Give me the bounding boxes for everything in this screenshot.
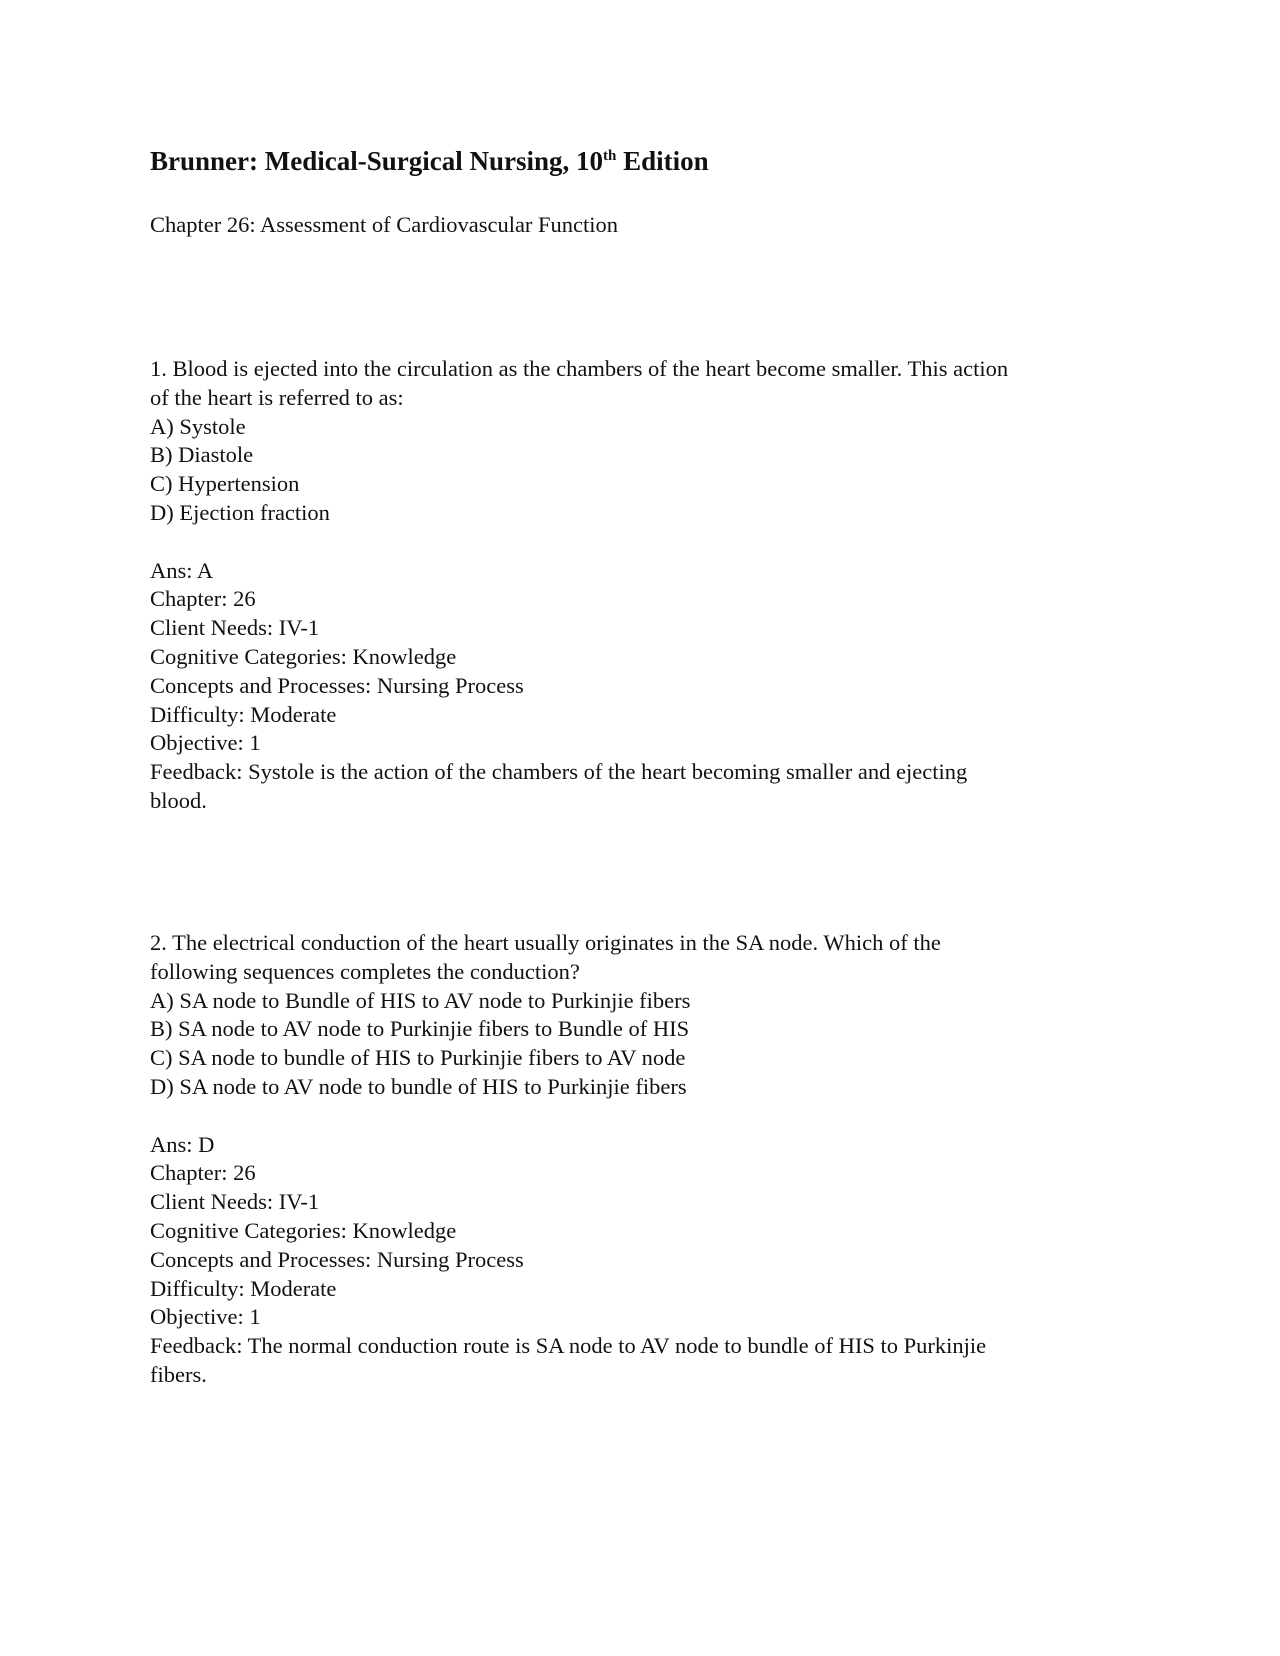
question-stem-line: 1. Blood is ejected into the circulation as the chambers of the heart become smaller. This action (150, 356, 1009, 381)
question-stem-line: 2. The electrical conduction of the heart usually originates in the SA node. Which of the (150, 930, 941, 955)
spacer (150, 528, 1125, 557)
cognitive-categories-meta: Cognitive Categories: Knowledge (150, 1217, 457, 1243)
title-main: Brunner: Medical-Surgical Nursing, 10 (150, 146, 603, 176)
answer-option-b: B) SA node to AV node to Purkinjie fibers to Bundle of HIS (150, 1016, 690, 1042)
document-title (150, 148, 709, 175)
answer-key: Ans: A (150, 557, 214, 583)
answer-option-d: D) SA node to AV node to bundle of HIS to Purkinjie fibers (150, 1073, 687, 1099)
question-2 (150, 929, 1125, 1390)
objective-meta: Objective: 1 (150, 730, 261, 756)
answer-key: Ans: D (150, 1131, 215, 1157)
chapter-meta: Chapter: 26 (150, 586, 256, 612)
cognitive-categories-meta: Cognitive Categories: Knowledge (150, 643, 457, 669)
difficulty-meta: Difficulty: Moderate (150, 1275, 337, 1301)
answer-option-c: C) Hypertension (150, 471, 300, 497)
feedback-line: Feedback: The normal conduction route is SA node to AV node to bundle of HIS to Purkinjie (150, 1333, 987, 1359)
feedback-line: blood. (150, 787, 207, 813)
question-1 (150, 355, 1125, 816)
title-superscript: th (603, 148, 617, 164)
feedback-line: fibers. (150, 1361, 207, 1387)
answer-option-a: A) SA node to Bundle of HIS to AV node to Purkinjie fibers (150, 987, 691, 1013)
answer-option-c: C) SA node to bundle of HIS to Purkinjie fibers to AV node (150, 1045, 686, 1071)
difficulty-meta: Difficulty: Moderate (150, 701, 337, 727)
feedback-line: Feedback: Systole is the action of the chambers of the heart becoming smaller and ejecting (150, 759, 968, 785)
concepts-processes-meta: Concepts and Processes: Nursing Process (150, 1246, 524, 1272)
chapter-meta: Chapter: 26 (150, 1160, 256, 1186)
objective-meta: Objective: 1 (150, 1304, 261, 1330)
answer-option-a: A) Systole (150, 413, 246, 439)
client-needs-meta: Client Needs: IV-1 (150, 1189, 320, 1215)
spacer (150, 1102, 1125, 1131)
client-needs-meta: Client Needs: IV-1 (150, 615, 320, 641)
question-stem-line: following sequences completes the conduction? (150, 958, 580, 984)
title-end: Edition (616, 146, 709, 176)
concepts-processes-meta: Concepts and Processes: Nursing Process (150, 672, 524, 698)
answer-option-d: D) Ejection fraction (150, 499, 330, 525)
answer-option-b: B) Diastole (150, 442, 254, 468)
question-stem-line: of the heart is referred to as: (150, 384, 404, 410)
chapter-heading: Chapter 26: Assessment of Cardiovascular Function (150, 212, 619, 237)
